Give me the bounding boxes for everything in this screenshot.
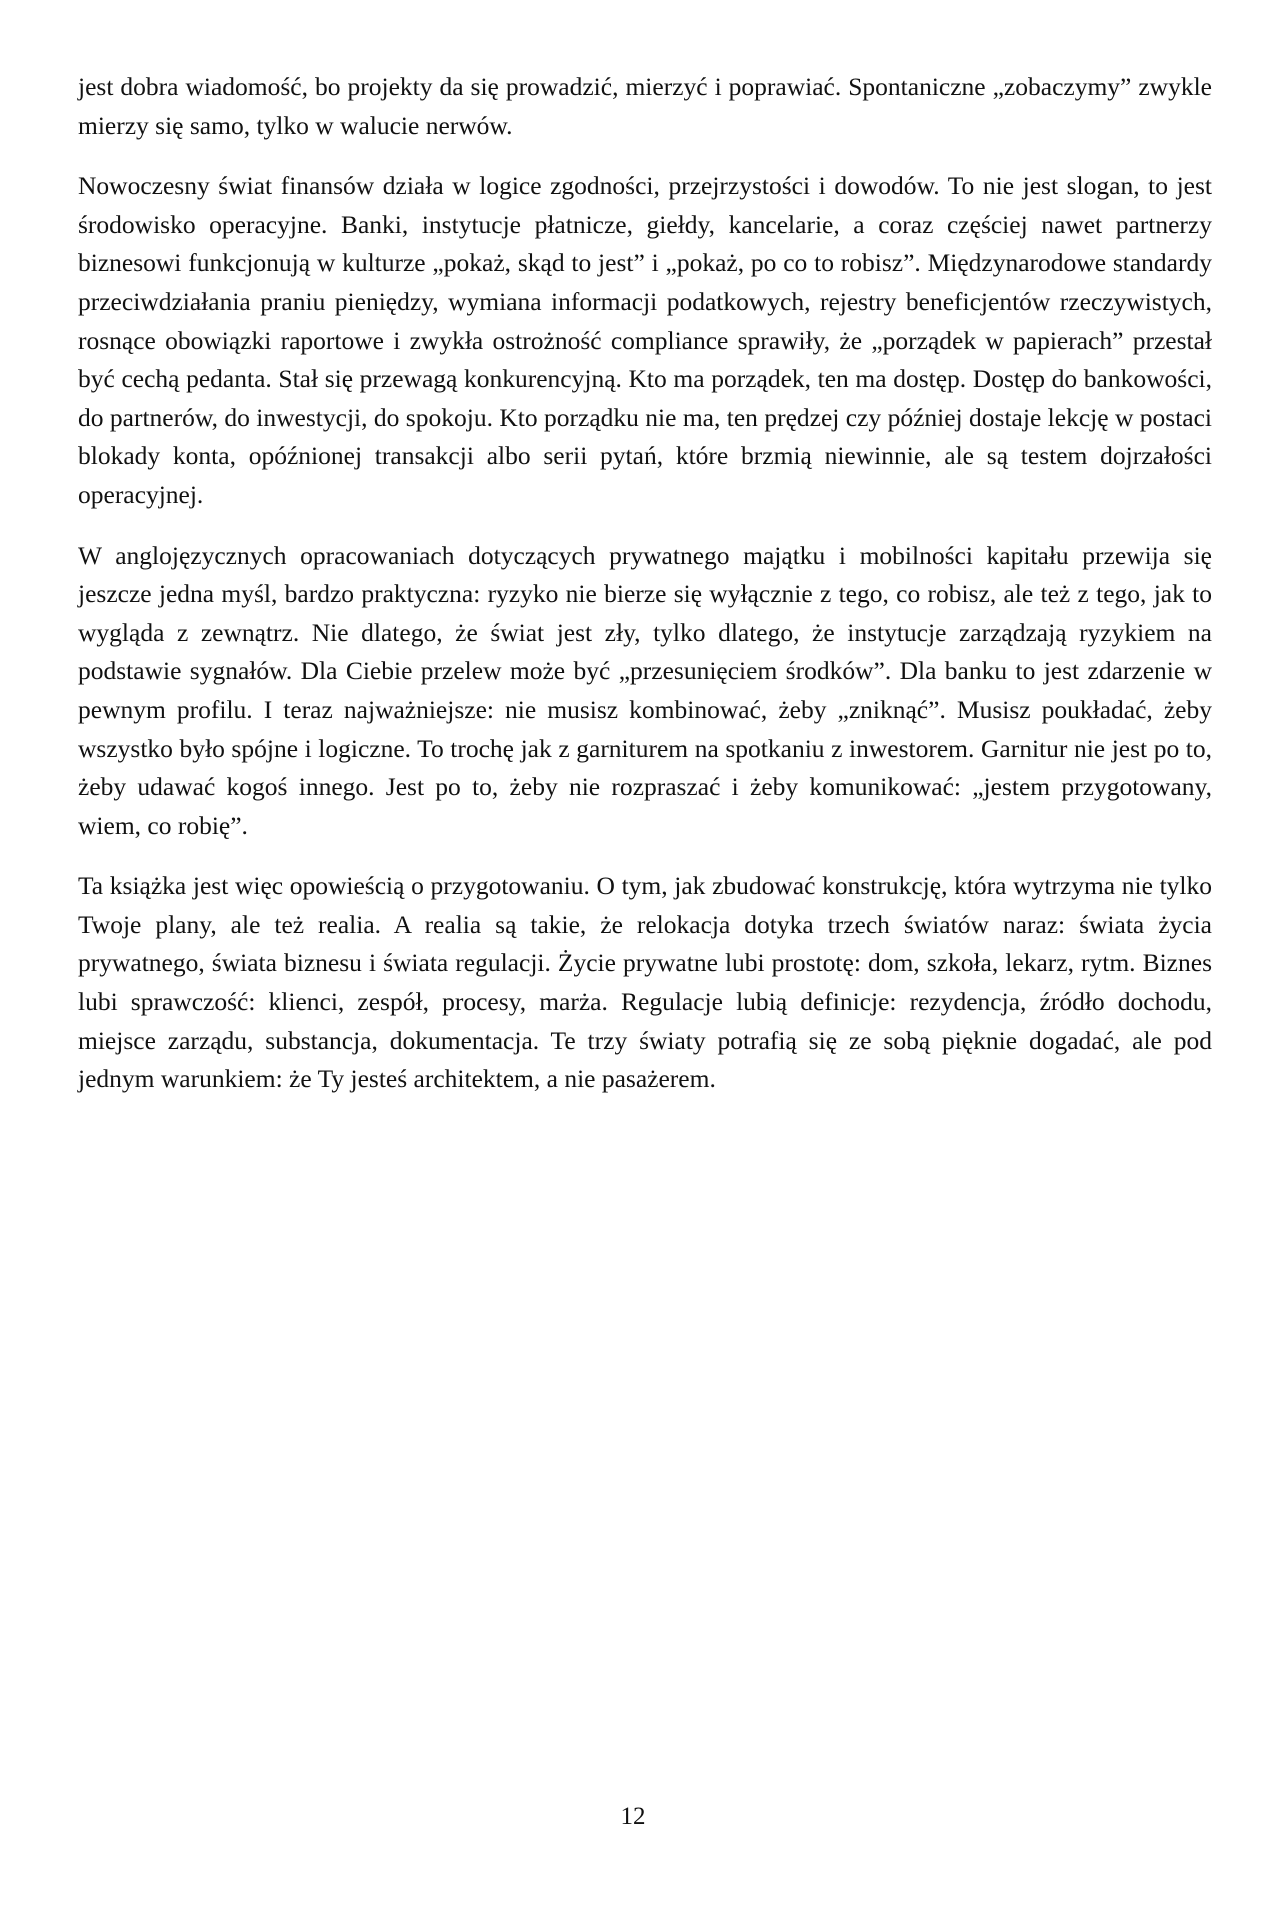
paragraph-2: Nowoczesny świat finansów działa w logice zgodności, przejrzystości i dowodów. To nie jest slogan, to jest środowisko operacyjne. Banki, instytucje płatnicze, giełdy, kancelarie, a coraz częściej nawet partnerzy biznesowi funkcjonują w kulturze „pokaż, skąd to jest” i „pokaż, po co to robisz”. Międzynarodowe standardy przeciwdziałania praniu pieniędzy, wymiana informacji podatkowych, rejestry beneficjentów rzeczywistych, rosnące obowiązki raportowe i zwykła ostrożność compliance sprawiły, że „porządek w papierach” przestał być cechą pedanta. Stał się przewagą konkurencyjną. Kto ma porządek, ten ma dostęp. Dostęp do bankowości, do partnerów, do inwestycji, do spokoju. Kto porządku nie ma, ten prędzej czy później dostaje lekcję w postaci blokady konta, opóźnionej transakcji albo serii pytań, które brzmią niewinnie, ale są testem dojrzałości operacyjnej.: [78, 171, 1212, 509]
page-number: 12: [620, 1803, 646, 1830]
page-body: [78, 68, 1212, 1121]
paragraph-1: jest dobra wiadomość, bo projekty da się prowadzić, mierzyć i poprawiać. Spontaniczne „zobaczymy” zwykle mierzy się samo, tylko w walucie nerwów.: [78, 72, 1212, 140]
paragraph-3: W anglojęzycznych opracowaniach dotyczących prywatnego majątku i mobilności kapitału przewija się jeszcze jedna myśl, bardzo praktyczna: ryzyko nie bierze się wyłącznie z tego, co robisz, ale też z tego, jak to wygląda z zewnątrz. Nie dlatego, że świat jest zły, tylko dlatego, że instytucje zarządzają ryzykiem na podstawie sygnałów. Dla Ciebie przelew może być „przesunięciem środków”. Dla banku to jest zdarzenie w pewnym profilu. I teraz najważniejsze: nie musisz kombinować, żeby „zniknąć”. Musisz poukładać, żeby wszystko było spójne i logiczne. To trochę jak z garniturem na spotkaniu z inwestorem. Garnitur nie jest po to, żeby udawać kogoś innego. Jest po to, żeby nie rozpraszać i żeby komunikować: „jestem przygotowany, wiem, co robię”.: [78, 540, 1212, 840]
paragraph-4: Ta książka jest więc opowieścią o przygotowaniu. O tym, jak zbudować konstrukcję, która wytrzyma nie tylko Twoje plany, ale też realia. A realia są takie, że relokacja dotyka trzech światów naraz: świata życia prywatnego, świata biznesu i świata regulacji. Życie prywatne lubi prostotę: dom, szkoła, lekarz, rytm. Biznes lubi sprawczość: klienci, zespół, procesy, marża. Regulacje lubią definicje: rezydencja, źródło dochodu, miejsce zarządu, substancja, dokumentacja. Te trzy światy potrafią się ze sobą pięknie dogadać, ale pod jednym warunkiem: że Ty jesteś architektem, a nie pasażerem.: [78, 871, 1212, 1094]
